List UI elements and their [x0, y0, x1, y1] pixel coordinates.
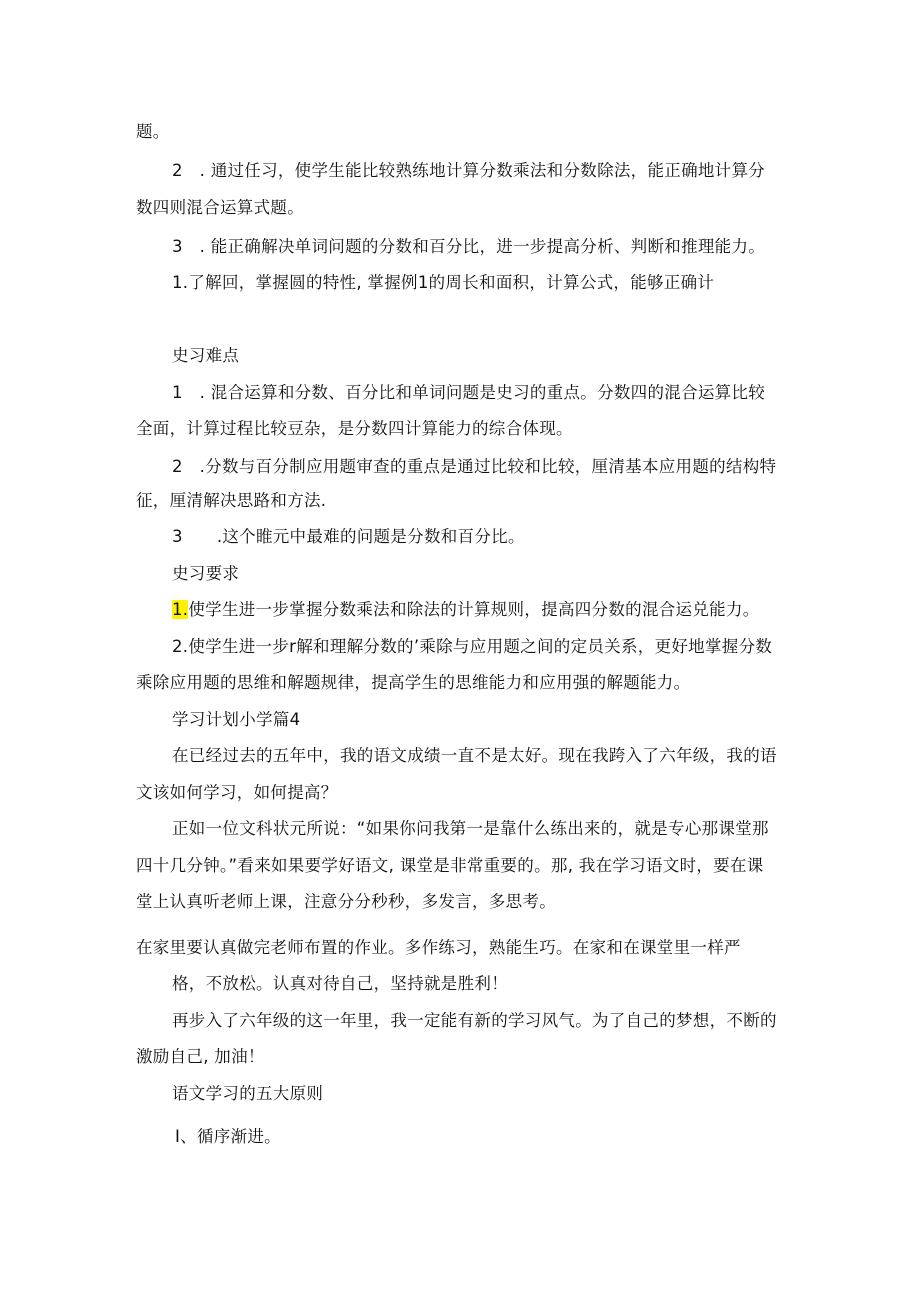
section-heading: 史习难点 — [172, 346, 240, 365]
paragraph-line: 乘除应用题的思维和解题规律，提高学生的思维能力和应用强的解题能力。 — [136, 673, 691, 692]
item-text: .这个睢元中最难的问题是分数和百分比。 — [216, 527, 525, 546]
paragraph-line: 堂上认真听老师上课，注意分分秒秒，多发言，多思考。 — [136, 892, 556, 911]
paragraph-line — [172, 599, 760, 621]
paragraph-line: 四十几分钟。”看来如果要学好语文, 课堂是非常重要的。那, 我在学习语文时，要在课 — [136, 856, 764, 875]
item-text: 使学生进一步掌握分数乘法和除法的计算规则，提高四分数的混合运兑能力。 — [188, 600, 760, 619]
highlighted-number: 1. — [172, 600, 189, 619]
paragraph-line: 在家里要认真做完老师布置的作业。多作练习，熟能生巧。在家和在课堂里一样严 — [136, 938, 741, 957]
paragraph-line: 文该如何学习，如何提高？ — [136, 783, 338, 802]
paragraph-line: 激励自己, 加油！ — [136, 1047, 265, 1066]
paragraph-line: 2.使学生进一步r解和理解分数的’乘除与应用题之间的定员关系，更好地掌握分数 — [172, 637, 773, 656]
paragraph-line: 正如一位文科状元所说：“如果你问我第一是靠什么练出来的，就是专心那课堂那 — [172, 819, 769, 838]
paragraph-line: 全面，计算过程比较豆杂，是分数四计算能力的综合体现。 — [136, 419, 573, 438]
paragraph-line: 1 . 混合运算和分数、百分比和单词问题是史习的重点。分数四的混合运算比较 — [172, 383, 766, 402]
paragraph-line: 2 .分数与百分制应用题审查的重点是通过比较和比较，厘清基本应用题的结构特 — [172, 457, 777, 476]
paragraph-line: 在已经过去的五年中，我的语文成绩一直不是太好。现在我跨入了六年级，我的语 — [172, 746, 777, 765]
paragraph-line: 再步入了六年级的这一年里，我一定能有新的学习风气。为了自己的梦想，不断的 — [172, 1011, 777, 1030]
paragraph-line: I、循序渐进。 — [175, 1127, 281, 1146]
item-number: 3 — [172, 527, 183, 546]
paragraph-line: 格，不放松。认真对待自己，坚持就是胜利！ — [172, 974, 508, 993]
section-heading: 学习计划小学篇4 — [172, 710, 301, 729]
paragraph-line: 1.了解回，掌握圆的特性, 掌握例1的周长和面积，计算公式，能够正确计 — [172, 273, 715, 292]
paragraph-line — [172, 526, 525, 548]
section-heading: 史习要求 — [172, 564, 240, 583]
paragraph-line: 征，厘清解决思路和方法. — [136, 491, 327, 510]
paragraph-line: 题。 — [136, 122, 170, 141]
section-heading: 语文学习的五大原则 — [172, 1084, 324, 1103]
paragraph-line: 2 . 通过任习，使学生能比较熟练地计算分数乘法和分数除法，能正确地计算分 — [172, 161, 766, 180]
paragraph-line: 3 . 能正确解决单词问题的分数和百分比，进一步提高分析、判断和推理能力。 — [172, 237, 766, 256]
paragraph-line: 数四则混合运算式题。 — [136, 198, 304, 217]
